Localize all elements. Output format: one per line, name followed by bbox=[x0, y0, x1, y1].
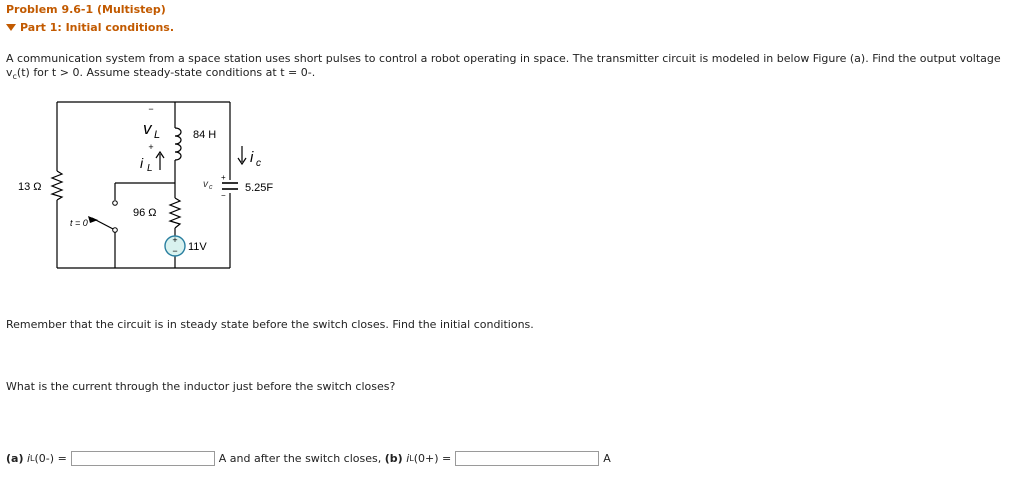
answer-row: (a) i L (0-) = A and after the switch closes, (b) i L (0+) = A bbox=[6, 452, 611, 465]
il-sub-label: L bbox=[147, 163, 153, 174]
svg-text:−: − bbox=[172, 246, 178, 256]
vc-plus-label: + bbox=[221, 173, 226, 182]
remember-text: Remember that the circuit is in steady state before the switch closes. Find the initial conditions. bbox=[6, 318, 534, 331]
circuit-diagram bbox=[0, 90, 320, 280]
source-value: 11V bbox=[188, 241, 207, 253]
answer-unit: A bbox=[603, 452, 611, 465]
inductor-symbol bbox=[175, 128, 181, 160]
question-text: What is the current through the inductor just before the switch closes? bbox=[6, 380, 396, 393]
resistor-96-symbol bbox=[170, 198, 180, 228]
switch-arrow-icon bbox=[88, 216, 98, 223]
vl-label: v bbox=[143, 119, 152, 138]
inductor-value: 84 H bbox=[193, 129, 217, 141]
vl-sub-label: L bbox=[154, 129, 161, 141]
vl-plus-label: + bbox=[148, 142, 154, 152]
vc-minus-label: − bbox=[221, 191, 226, 200]
switch-label: t = 0 bbox=[70, 218, 88, 228]
problem-description-line2: $v_c(t)$ for t > 0. Assume steady-state conditions at t = 0-. bbox=[6, 66, 316, 82]
ic-sub-label: c bbox=[256, 158, 261, 169]
part-header[interactable] bbox=[6, 21, 174, 34]
resistor-13-symbol bbox=[52, 171, 62, 200]
answer-mid-text: A and after the switch closes, bbox=[218, 452, 382, 465]
problem-description-line1: A communication system from a space station uses short pulses to control a robot operating in space. The transmitter circuit is modeled in below Figure (a). Find the output voltage bbox=[6, 52, 1001, 65]
svg-text:+: + bbox=[172, 235, 178, 245]
answer-a-input[interactable] bbox=[71, 451, 215, 466]
vl-minus-label: − bbox=[148, 104, 154, 114]
answer-a-label: (a) bbox=[6, 452, 24, 465]
problem-title: Problem 9.6-1 (Multistep) bbox=[6, 3, 166, 16]
collapse-triangle-icon[interactable] bbox=[6, 24, 16, 31]
vc-sub-label: c bbox=[209, 184, 213, 191]
vc-label: v bbox=[203, 179, 208, 190]
answer-a-arg: (0-) = bbox=[34, 452, 67, 465]
r1-value: 13 Ω bbox=[18, 181, 42, 193]
answer-b-arg: (0+) = bbox=[413, 452, 452, 465]
answer-b-input[interactable] bbox=[455, 451, 599, 466]
part-title: Part 1: Initial conditions. bbox=[20, 21, 175, 34]
capacitor-value: 5.25F bbox=[245, 182, 274, 194]
answer-b-label: (b) bbox=[384, 452, 403, 465]
il-label: i bbox=[140, 155, 144, 171]
ic-label: i bbox=[250, 149, 254, 166]
r2-value: 96 Ω bbox=[133, 207, 157, 219]
